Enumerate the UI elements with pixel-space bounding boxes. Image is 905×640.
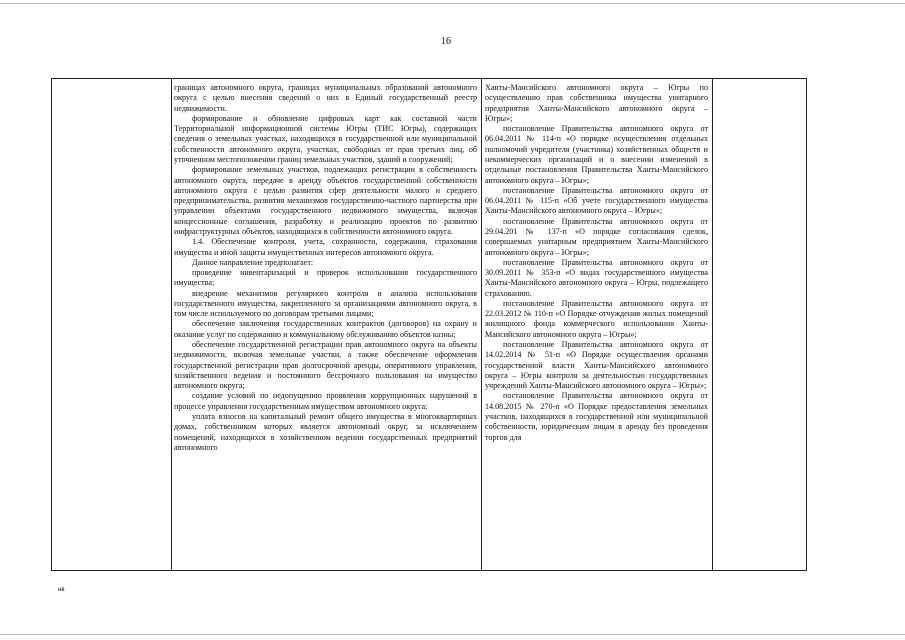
paragraph: обеспечение заключения государственных контрактов (договоров) на охрану и оказание услуг по содержанию и коммунальному обслуживанию объектов казны;	[174, 319, 477, 339]
document-table	[51, 78, 807, 571]
paragraph: постановление Правительства автономного округа от 22.03.2012 № 110-п «О Порядке отчуждения жилых помещений жилищного фонда коммерческого использования Ханты-Мансийского автономного округа – Югры»;	[485, 298, 708, 339]
footer-mark: нв	[58, 587, 65, 593]
paragraph: постановление Правительства автономного округа от 06.04.2011 № 114-п «О порядке осуществления отдельных полномочий учредителя (участника) хозяйственных обществ и некоммерческих организаций и о внесении изменений в отдельные постановления Правительства Ханты-Мансийского автономного округа – Югры»;	[485, 124, 708, 185]
paragraph: проведение инвентаризаций и проверок использования государственного имущества;	[174, 268, 477, 288]
column-divider-1	[171, 79, 172, 570]
paragraph: формирование и обновление цифровых карт как составной части Территориальной информационной системы Югры (ТИС Югры), содержащих сведения о земельных участках, находящихся в государственной или муниципальной собственности автономного округа, участках, свободных от прав третьих лиц, об уточненном местоположении границ земельных участков, зданий и сооружений;	[174, 113, 477, 164]
paragraph: границах автономного округа, границах муниципальных образований автономного округа с целью внесения сведений о них в Единый государственный реестр недвижимости.	[174, 83, 477, 113]
paragraph: формирование земельных участков, подлежащих регистрации в собственность автономного округа, передаче в аренду объектов государственной собственности автономного округа с целью развития сфер деятельности малого и среднего предпринимательства, развития механизмов государственно-частного партнерства при управлении объектами государственного недвижимого имущества, включая концессионные соглашения, разработку и реализацию проектов по развитию инфраструктурных объектов, находящихся в собственности автономного округа.	[174, 165, 477, 236]
scan-edge-bottom	[0, 634, 905, 635]
paragraph: Данное направление предполагает:	[192, 257, 314, 267]
paragraph: постановление Правительства автономного округа от 14.08.2015 № 270-п «О Порядке предоставления земельных участков, находящихся в государственной или муниципальной собственности, юридическим лицам в аренду без проведения торгов для	[485, 391, 708, 442]
paragraph: внедрение механизмов регулярного контроля и анализа использования государственного имущества, закрепленного за организациями автономного округа, в том числе используемого по договорам третьими лицами;	[174, 288, 477, 319]
paragraph: Ханты-Мансийского автономного округа – Югры по осуществлению прав собственника имущества унитарного предприятия Ханты-Мансийского автономного округа – Югры»;	[485, 83, 708, 123]
paragraph: постановление Правительства автономного округа от 30.09.2011 № 353-п «О видах государственного имущества Ханты-Мансийского автономного округа – Югры, подлежащего страхованию.	[485, 257, 708, 298]
table-cell-measures	[174, 83, 477, 570]
page-number: 16	[441, 36, 451, 47]
paragraph: создание условий по недопущению проявления коррупционных нарушений в процессе управления государственным имуществом автономного округа;	[174, 391, 477, 411]
scan-edge-top	[0, 3, 905, 4]
paragraph: постановление Правительства автономного округа от 06.04.2011 № 115-п «Об учете государственного имущества Ханты-Мансийского автономного округа – Югры»;	[485, 185, 708, 216]
column-divider-3	[712, 79, 713, 570]
column-divider-2	[481, 79, 482, 570]
paragraph: постановление Правительства автономного округа от 29.04.201 № 137-п «О порядке согласования сделок, совершаемых унитарным предприятием Ханты-Мансийского автономного округа – Югры»;	[485, 216, 708, 257]
paragraph: обеспечение государственной регистрации прав автономного округа на объекты недвижимости, включая земельные участки, а также обеспечение оформления государственной регистрации прав долгосрочной аренды, оперативного управления, хозяйственного ведения и постоянного бессрочного пользования на имущество автономного округа;	[174, 340, 477, 391]
paragraph: 1.4. Обеспечение контроля, учета, сохранности, содержания, страхования имущества и иной защиты имущественных интересов автономного округа.	[174, 237, 477, 257]
paragraph: постановление Правительства автономного округа от 14.02.2014 № 51-п «О Порядке осуществления органами государственной власти Ханты-Мансийского автономного округа – Югры контроля за деятельностью государственных учреждений Ханты-Мансийского автономного округа – Югры»;	[485, 340, 708, 391]
paragraph: уплата взносов на капитальный ремонт общего имущества в многоквартирных домах, собственником которых является автономный округ, за исключением помещений, находящихся в хозяйственном ведении государственных предприятий автономного	[174, 412, 477, 452]
table-cell-legal-acts	[485, 83, 708, 570]
